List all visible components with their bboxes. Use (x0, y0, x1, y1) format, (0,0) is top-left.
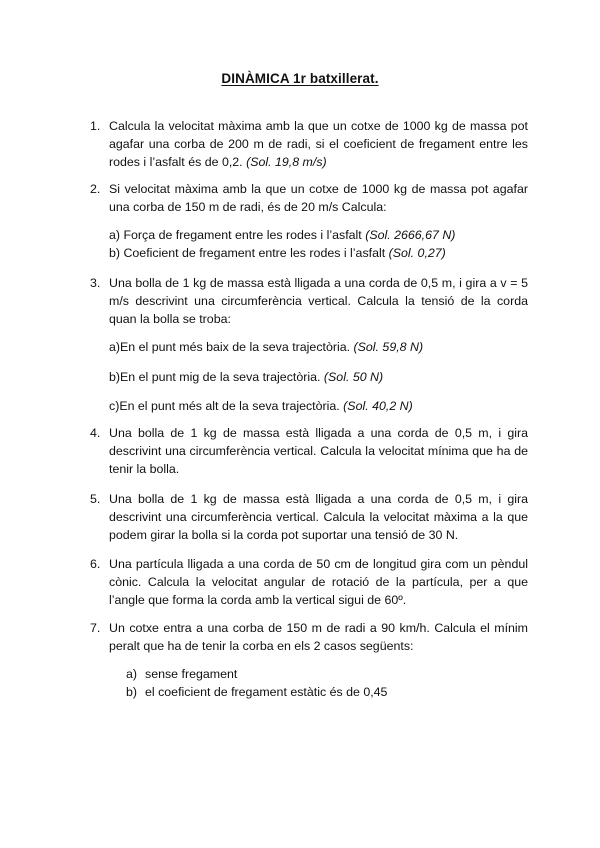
part-label: a)En el punt més baix de la seva trajectòria. (109, 340, 351, 354)
part-solution: (Sol. 59,8 N) (353, 340, 424, 354)
problem-7 (90, 619, 528, 655)
problem-3-part-b (109, 368, 529, 386)
part-solution: (Sol. 0,27) (388, 246, 446, 260)
part-label: b)En el punt mig de la seva trajectòria. (109, 370, 321, 384)
problem-number: 6. (90, 557, 101, 571)
problem-text: Un cotxe entra a una corba de 150 m de radi a 90 km/h. Calcula el mínim peralt que ha de tenir la corba en els 2 casos següents: (109, 621, 528, 653)
problem-number: 3. (90, 276, 101, 290)
part-label: c)En el punt més alt de la seva trajectòria. (109, 399, 340, 413)
problem-text: Si velocitat màxima amb la que un cotxe de 1000 kg de massa pot agafar una corba de 150 m de radi, és de 20 m/s Calcula: (109, 182, 528, 214)
problem-7-bullet-a (126, 665, 237, 683)
problem-3-part-a (109, 338, 529, 356)
part-solution: (Sol. 2666,67 N) (365, 228, 456, 242)
problem-3-part-c (109, 397, 529, 415)
problem-solution: (Sol. 19,8 m/s) (246, 155, 327, 169)
problem-6 (90, 555, 528, 609)
problem-number: 2. (90, 182, 101, 196)
problem-number: 4. (90, 426, 101, 440)
problem-number: 1. (90, 119, 101, 133)
part-solution: (Sol. 40,2 N) (343, 399, 413, 413)
part-label: b) Coeficient de fregament entre les rodes i l’asfalt (109, 246, 386, 260)
problem-3 (90, 274, 528, 328)
problem-number: 5. (90, 492, 101, 506)
problem-text: Una partícula lligada a una corda de 50 cm de longitud gira com un pèndul cònic. Calcula la velocitat angular de rotació de la partícula, per a que l’angle que forma la corda amb la vertical sigui de 60º. (109, 557, 528, 607)
bullet-text: el coeficient de fregament estàtic és de 0,45 (145, 685, 388, 699)
problem-text: Una bolla de 1 kg de massa està lligada a una corda de 0,5 m, i gira descrivint una circumferència vertical. Calcula la velocitat màxima a la que podem girar la bolla si la corda pot suportar una tensió de 30 N. (109, 492, 528, 542)
part-label: a) Força de fregament entre les rodes i l’asfalt (109, 228, 362, 242)
problem-text: Calcula la velocitat màxima amb la que un cotxe de 1000 kg de massa pot agafar una corba de 200 m de radi, si el coeficient de fregament entre les rodes i l’asfalt és de 0,2. (109, 119, 528, 169)
problem-2-part-b (109, 244, 529, 262)
problem-2-part-a (109, 226, 529, 244)
problem-2 (90, 180, 528, 216)
problem-text: Una bolla de 1 kg de massa està lligada a una corda de 0,5 m, i gira descrivint una circumferència vertical. Calcula la velocitat mínima que ha de tenir la bolla. (109, 426, 528, 476)
page-title: DINÀMICA 1r batxillerat. (221, 71, 379, 86)
bullet-text: sense fregament (145, 667, 238, 681)
problem-1 (90, 117, 528, 171)
problem-5 (90, 490, 528, 544)
problem-4 (90, 424, 528, 478)
problem-text: Una bolla de 1 kg de massa està lligada a una corda de 0,5 m, i gira a v = 5 m/s descrivint una circumferència vertical. Calcula la tensió de la corda quan la bolla se troba: (109, 276, 528, 326)
problem-number: 7. (90, 621, 101, 635)
bullet-marker: b) (126, 685, 138, 699)
part-solution: (Sol. 50 N) (323, 370, 384, 384)
bullet-marker: a) (126, 667, 138, 681)
problem-7-bullet-b (126, 683, 387, 701)
